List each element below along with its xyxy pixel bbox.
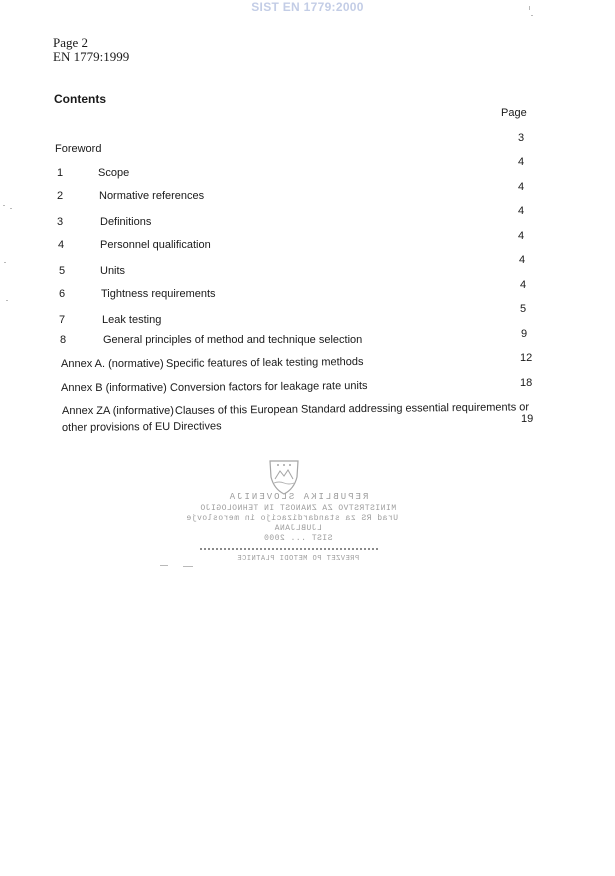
toc-entry-page: 4: [520, 279, 527, 291]
toc-entry-number: 6: [59, 288, 66, 300]
page-header: [53, 36, 129, 64]
toc-entry-page: 4: [519, 254, 526, 266]
page-column-label: Page: [501, 107, 527, 119]
toc-entry-page: 9: [521, 328, 528, 340]
toc-entry-number: 3: [57, 216, 64, 228]
coat-of-arms-icon: [266, 457, 302, 497]
toc-entry-page: 19: [521, 413, 534, 425]
toc-entry-number: 2: [57, 190, 64, 202]
toc-entry-number: Annex A. (normative): [61, 358, 164, 370]
toc-entry-number: 5: [59, 265, 66, 277]
toc-entry-title: Scope: [98, 167, 130, 179]
toc-entry-title: Normative references: [99, 190, 205, 202]
toc-entry-page: 4: [518, 156, 525, 168]
document-watermark: SIST EN 1779:2000: [251, 0, 364, 14]
toc-entry-title: Specific features of leak testing methods: [165, 355, 364, 370]
toc-entry-page: 18: [520, 377, 533, 389]
toc-entry-number: 1: [57, 167, 64, 179]
toc-entry-title: Units: [100, 265, 126, 277]
toc-entry-number: 7: [59, 314, 66, 326]
toc-entry-title: Clauses of this European Standard addressing essential requirements or: [174, 401, 530, 417]
toc-entry-number: Annex ZA (informative): [62, 405, 174, 417]
page-number-label: Page 2: [53, 35, 89, 50]
official-stamp: REPUBLIKA SLOVENIJA MINISTRSTVO ZA ZNANOST IN TEHNOLOGIJO Urad RS za standardizacijo in meroslovje LJUBLJANA SIST ... 2000 PREVZET PO METODI PLATNICE: [170, 455, 410, 575]
toc-entry-title: General principles of method and technique selection: [103, 334, 363, 346]
toc-entry-number: 4: [58, 239, 65, 251]
toc-entry-title: Conversion factors for leakage rate units: [169, 379, 368, 394]
toc-entry-page: 4: [518, 205, 525, 217]
toc-entry-title: Foreword: [55, 143, 102, 155]
toc-entry-title-continued: other provisions of EU Directives: [61, 420, 222, 434]
toc-entry-page: 4: [518, 181, 525, 193]
toc-entry-page: 4: [518, 230, 525, 242]
toc-entry-number: Annex B (informative): [61, 382, 167, 394]
toc-entry-title: Leak testing: [102, 314, 162, 326]
standard-number: EN 1779:1999: [53, 49, 130, 64]
toc-entry-title: Personnel qualification: [100, 239, 211, 251]
contents-heading: Contents: [54, 92, 106, 106]
toc-entry-page: 5: [520, 303, 527, 315]
toc-entry-page: 3: [518, 132, 525, 144]
toc-entry-title: Definitions: [100, 216, 152, 228]
toc-entry-number: 8: [60, 334, 67, 346]
toc-entry-page: 12: [520, 352, 533, 364]
toc-entry-title: Tightness requirements: [101, 288, 216, 300]
